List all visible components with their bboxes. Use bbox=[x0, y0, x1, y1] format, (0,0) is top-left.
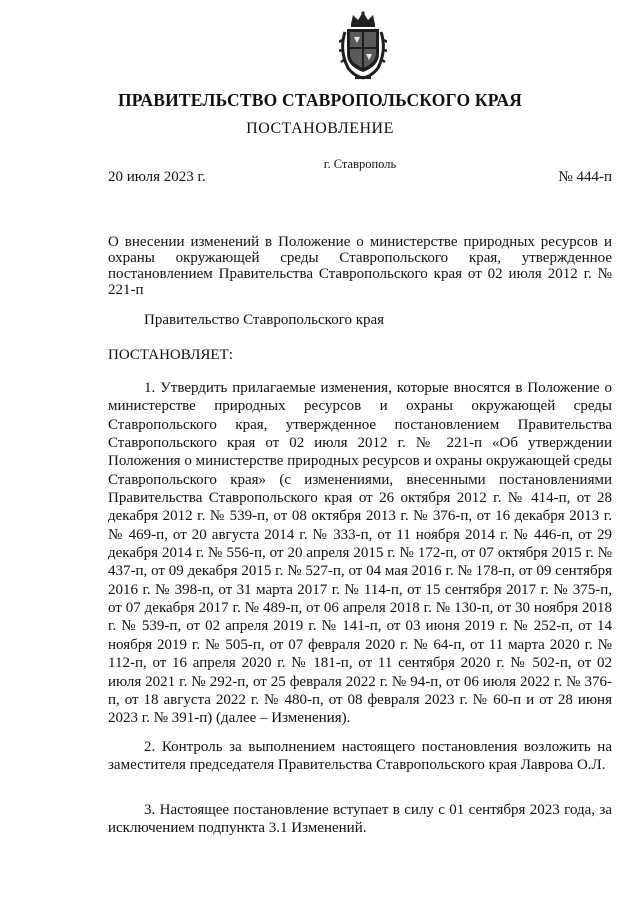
document-date: 20 июля 2023 г. bbox=[108, 169, 206, 185]
city: г. Ставрополь bbox=[323, 157, 397, 171]
document-type: ПОСТАНОВЛЕНИЕ bbox=[246, 120, 394, 137]
document-subject: О внесении изменений в Положение о министерстве природных ресурсов и охраны окружающей среды Ставропольского края, утвержденное постановлением Правительства Ставропольского края от 02 июля 2012 г. № 221-п bbox=[108, 234, 612, 298]
paragraph-2: 2. Контроль за выполнением настоящего постановления возложить на заместителя председателя Правительства Ставропольского края Лаврова О.Л. bbox=[108, 739, 612, 774]
paragraph-3: 3. Настоящее постановление вступает в силу с 01 сентября 2023 года, за исключением подпункта 3.1 Изменений. bbox=[108, 802, 612, 837]
document-number: № 444-п bbox=[558, 169, 612, 185]
paragraph-1: 1. Утвердить прилагаемые изменения, которые вносятся в Положение о министерстве природных ресурсов и охраны окружающей среды Ставропольского края, утвержденное постановлением Правительства Ставропольского края от 02 июля 2012 г. № 221-п «Об утверждении Положения о министерстве природных ресурсов и охраны окружающей среды Ставропольского края» (с изменениями, внесенными постановлениями Правительства Ставропольского края от 26 октября 2012 г. № 414-п, от 28 декабря 2012 г. № 539-п, от 08 октября 2013 г. № 376-п, от 16 декабря 2013 г. № 469-п, от 20 августа 2014 г. № 333-п, от 11 ноября 2014 г. № 446-п, от 29 декабря 2014 г. № 556-п, от 20 апреля 2015 г. № 172-п, от 07 октября 2015 г. № 437-п, от 09 декабря 2015 г. № 527-п, от 04 мая 2016 г. № 178-п, от 09 сентября 2016 г. № 398-п, от 31 марта 2017 г. № 114-п, от 15 сентября 2017 г. № 375-п, от 07 декабря 2017 г. № 489-п, от 06 апреля 2018 г. № 130-п, от 30 ноября 2018 г. № 539-п, от 02 апреля 2019 г. № 141-п, от 03 июня 2019 г. № 252-п, от 14 ноября 2019 г. № 505-п, от 07 февраля 2020 г. № 64-п, от 11 марта 2020 г. № 112-п, от 16 апреля 2020 г. № 181-п, от 11 сентября 2020 г. № 502-п, от 02 июля 2021 г. № 292-п, от 25 февраля 2022 г. № 94-п, от 06 июля 2022 г. № 376-п, от 18 августа 2022 г. № 480-п, от 08 февраля 2023 г. № 60-п и от 28 июня 2023 г. № 391-п) (далее – Изменения). bbox=[108, 380, 612, 727]
issuer: Правительство Ставропольского края bbox=[144, 312, 385, 328]
organization-title: ПРАВИТЕЛЬСТВО СТАВРОПОЛЬСКОГО КРАЯ bbox=[117, 90, 523, 110]
coat-of-arms-icon bbox=[339, 10, 387, 82]
decree-word: ПОСТАНОВЛЯЕТ: bbox=[108, 347, 233, 363]
